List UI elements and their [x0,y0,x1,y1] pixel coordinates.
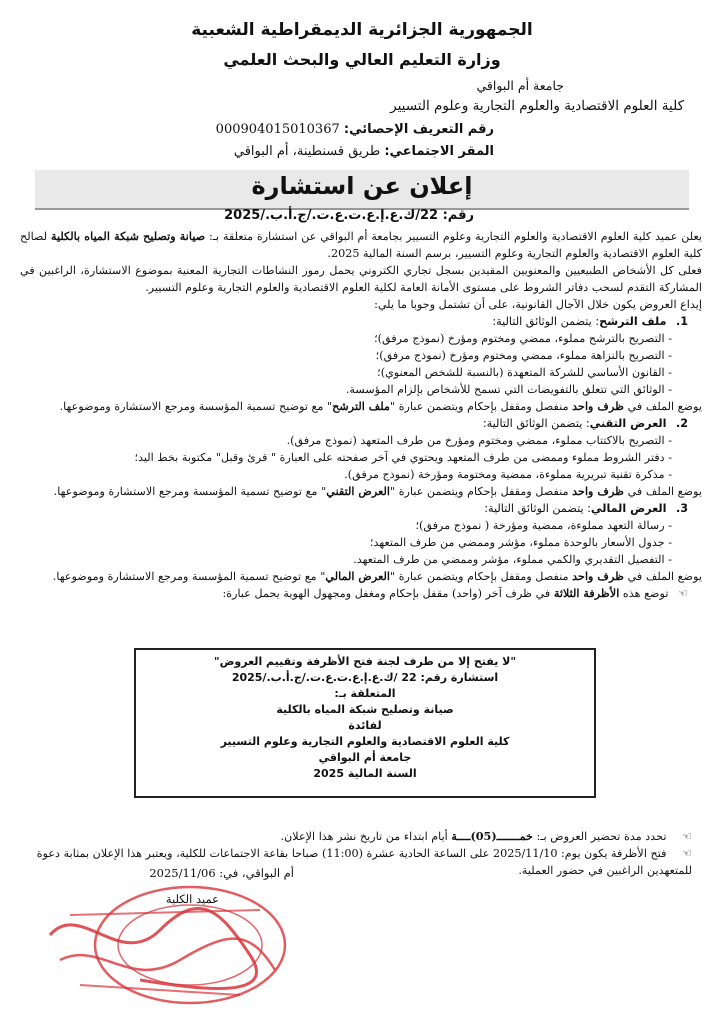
box-line: كلية العلوم الاقتصادية والعلوم التجارية وعلوم التسيير [220,735,510,748]
headquarters-address [234,144,494,159]
closing-notes [26,828,692,879]
list-item: - التفصيل التقديري والكمي مملوء، مؤشر وممضي من طرف المتعهد. [20,551,672,568]
box-line: السنة المالية 2025 [313,767,417,780]
list-item: - القانون الأساسي للشركة المتعهدة (بالنسبة للشخص المعنوي)؛ [20,364,672,381]
section-subtitle: : يتضمن الوثائق التالية: [492,315,600,328]
section-number: 2. [675,417,688,430]
list-item: - دفتر الشروط مملوء وممضى من طرف المتعهد ويحتوي في آخر صفحته على العبارة " قرئ وقبل" مكتوبة بخط اليد؛ [20,449,672,466]
section-closing [20,398,702,415]
intro-paragraph-2: فعلى كل الأشخاص الطبيعيين والمعنويين المقيدين بسجل تجاري الكتروني يحمل رموز النشاطات التجارية المعنية بموضوع الاستشارة، الراغبين في المشاركة التقدم لسحب دفاتر الشروط على مستوى الأمانة العامة لكلية العلوم الاقتصادية والعلوم التجارية وعلوم التسيير. [20,264,702,294]
closing-bold: ظرف واحد [572,484,625,498]
signature-scribble [50,908,257,988]
closing-text: " مع توضيح تسمية المؤسسة ومرجع الاستشارة وموضوعها. [59,400,333,413]
closing-text: منفصل ومقفل بإحكام ويتضمن عبارة " [390,485,569,498]
closing-bold: ظرف واحد [572,399,625,413]
closing-label: ملف الترشح [332,399,391,413]
section-subtitle: : يتضمن الوثائق التالية: [482,417,590,430]
pointing-hand-icon: ☜ [677,587,688,600]
intro-paragraph-1 [20,228,702,262]
closing-text: يوضع الملف في [627,485,702,498]
box-line: صيانة وتصليح شبكة المياه بالكلية [276,703,454,716]
university-name: جامعة أم البواقي [476,78,564,93]
statistical-id-label: رقم التعريف الإحصائي: [343,122,494,137]
signature-place-date: أم البواقي، في: 2025/11/06 [149,866,294,880]
list-item: - رسالة التعهد مملوءة، ممضية ومؤرخة ( نموذج مرفق)؛ [20,517,672,534]
section-financial-offer [20,500,688,517]
section-title: العرض المالي [590,502,667,515]
candidacy-items [20,330,702,398]
note-text: تحدد مدة تحضير العروض بـ: [536,830,667,843]
envelopes-instruction [20,585,702,602]
address-value: طريق قسنطينة، أم البواقي [233,144,381,159]
section-subtitle: : يتضمن الوثائق التالية: [484,502,591,515]
closing-text: منفصل ومقفل بإحكام ويتضمن عبارة " [390,570,569,583]
list-item: - التصريح بالترشح مملوء، ممضي ومختوم ومؤرخ (نموذج مرفق)؛ [20,330,672,347]
closing-text: " مع توضيح تسمية المؤسسة ومرجع الاستشارة وموضوعها. [52,570,326,583]
intro-text: يعلن عميد كلية العلوم الاقتصادية والعلوم التجارية وعلوم التسيير بجامعة أم البواقي عن استشارة متعلقة بـ: [209,230,702,243]
list-item: - جدول الأسعار بالوحدة مملوء، مؤشر وممضي من طرف المتعهد؛ [20,534,672,551]
box-line: جامعة أم البواقي [318,751,412,764]
list-item: - التصريح بالنزاهة مملوء، ممضي ومختوم ومؤرخ (نموذج مرفق)؛ [20,347,672,364]
closing-text: يوضع الملف في [627,570,702,583]
pointing-hand-icon: ☜ [681,830,692,843]
section-technical-offer [20,415,688,432]
list-item: - الوثائق التي تتعلق بالتفويضات التي تسمح للأشخاص بإلزام المؤسسة. [20,381,672,398]
section-closing [20,483,702,500]
section-closing [20,568,702,585]
box-line: "لا يفتح إلا من طرف لجنة فتح الأظرفة وتقييم العروض" [213,655,517,668]
ministry-heading: وزارة التعليم العالي والبحث العلمي [223,50,501,69]
announcement-title: إعلان عن استشارة [251,172,473,200]
closing-label: العرض المالي [325,569,391,583]
technical-items [20,432,702,483]
closing-label: العرض التقني [326,484,391,498]
intro-subject: صيانة وتصليح شبكة المياه بالكلية [50,229,206,243]
statistical-id-value: 000904015010367 [215,122,340,137]
signatory-title: عميد الكلية [165,892,219,906]
box-line: المتعلقة بـ: [334,687,396,700]
faculty-name: كلية العلوم الاقتصادية والعلوم التجارية وعلوم التسيير [390,98,684,114]
note-text: فتح الأظرفة يكون يوم: 2025/11/10 على الساعة الحادية عشرة (11:00) صباحا بقاعة الاجتماعات للكلية، ويعتبر هذا الإعلان بمثابة دعوة للمتعهدين الراغبين في حضور العملية. [36,847,692,877]
announcement-body [20,228,702,602]
section-number: 1. [675,315,688,328]
closing-text: يوضع الملف في [627,400,702,413]
intro-text-end: لصالح كلية العلوم الاقتصادية والعلوم التجارية وعلوم التسيير، برسم السنة المالية 2025. [20,230,702,260]
closing-text: " مع توضيح تسمية المؤسسة ومرجع الاستشارة وموضوعها. [53,485,327,498]
address-label: المقر الاجتماعي: [384,144,494,159]
list-item: - مذكرة تقنية تبريرية مملوءة، ممضية ومختومة ومؤرخة (نموذج مرفق). [20,466,672,483]
republic-heading: الجمهورية الجزائرية الديمقراطية الشعبية [191,20,533,40]
note-bold: خمـــــــ(05)ــــة [451,829,533,843]
intro-paragraph-3: إيداع العروض يكون خلال الآجال القانونية، على أن تشتمل وجوبا ما يلي: [374,298,702,311]
envelopes-text: توضع هذه [622,587,669,600]
section-title: ملف الترشح [599,315,667,328]
financial-items [20,517,702,568]
opening-date-note [26,845,692,879]
envelope-label-box [134,648,596,798]
stamp-inner-ring [118,905,262,985]
box-line: لفائدة [348,719,382,732]
list-item: - التصريح بالاكتتاب مملوء، ممضي ومختوم ومؤرخ من طرف المتعهد (نموذج مرفق). [20,432,672,449]
preparation-period-note [26,828,692,845]
closing-bold: ظرف واحد [572,569,625,583]
note-text: أيام ابتداء من تاريخ نشر هذا الإعلان. [280,830,448,843]
section-number: 3. [675,502,688,515]
statistical-id [216,122,494,137]
closing-text: منفصل ومقفل بإحكام ويتضمن عبارة " [390,400,569,413]
official-stamp [40,880,290,1010]
box-line: استشارة رقم: 22 /ك.ع.إ.ع.ت.ع.ت./ج.أ.ب./2025 [231,671,499,684]
pointing-hand-icon: ☜ [681,847,692,860]
section-title: العرض التقني [589,417,667,430]
section-candidacy [20,313,688,330]
envelopes-bold: الأظرفة الثلاثة [553,586,620,600]
consultation-reference: رقم: 22/ك.ع.إ.ع.ت.ع.ت./ج.أ.ب./2025 [224,208,474,223]
envelopes-text: في ظرف آخر (واحد) مقفل بإحكام ومغفل ومجهول الهوية يحمل عبارة: [222,587,551,600]
